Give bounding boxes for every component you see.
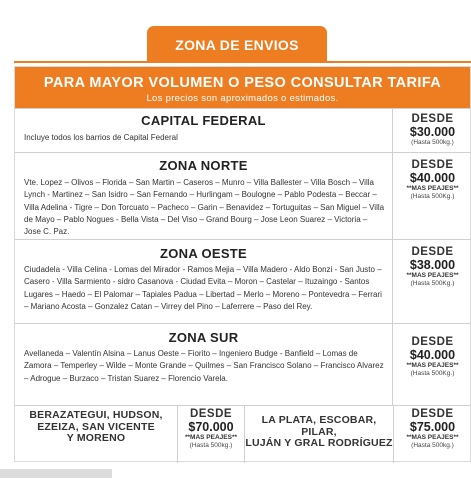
zone-name-line: BERAZATEGUI, HUDSON, xyxy=(29,409,163,421)
zone-price xyxy=(394,240,471,323)
peajes-note: **MAS PEAJES** xyxy=(406,434,459,441)
zone-oeste xyxy=(15,239,470,323)
zone-info xyxy=(15,240,393,323)
desde-label: DESDE xyxy=(411,246,454,258)
zone-laplata-price xyxy=(394,406,471,463)
desde-label: DESDE xyxy=(189,408,233,420)
weight-limit: (Hasta 500Kg.) xyxy=(410,370,455,377)
desde-label: DESDE xyxy=(411,113,454,125)
zone-berazategui-price xyxy=(178,406,245,463)
zone-info xyxy=(15,109,393,152)
zone-price xyxy=(394,109,471,152)
zone-price xyxy=(394,324,471,405)
desde-label: DESDE xyxy=(411,159,454,171)
zone-norte xyxy=(15,152,470,239)
price-amount: $70.000 xyxy=(188,420,234,434)
peajes-note: **MAS PEAJES** xyxy=(406,272,459,279)
zone-price xyxy=(394,153,471,239)
zone-berazategui-name xyxy=(15,406,178,463)
zone-description: Ciudadela - Villa Celina - Lomas del Mirador - Ramos Mejia – Villa Madero - Aldo Bonzi - San Justo – Casero - Villa Sarmiento - sidro Casanova - Ciudad Evita – Moron – Castelar – Ituzaingo - Santos Lugares – Haedo – El Palomar – Tapiales Padua – Libertad – Merlo – Moreno – Pontevedra – Ferrari – Mariano Acosta – Gonzalez Catan – Virrey del Pino – Laferrere – Paso del Rey. xyxy=(24,265,382,311)
zone-title: ZONA OESTE xyxy=(159,246,248,261)
zone-title: ZONA NORTE xyxy=(159,158,248,173)
peajes-note: **MAS PEAJES** xyxy=(406,362,459,369)
zona-envios-tab: ZONA DE ENVIOS xyxy=(147,26,327,62)
zone-title: CAPITAL FEDERAL xyxy=(141,113,266,128)
price-amount: $40.000 xyxy=(409,348,456,362)
zone-info xyxy=(15,324,393,405)
weight-limit: (Hasta 500Kg.) xyxy=(410,193,455,200)
zone-description: Vte. Lopez – Olivos – Florida – San Martin – Caseros – Munro – Villa Ballester – Villa Bosch – Villa Lynch - Martinez – San Isidro – San Fernando – Hurlingam – Boulogne – Pablo Podesta – Beccar – Villa Adelina - Tigre – Don Torcuato – Pacheco – Garin – Benavidez – Tortuguitas – San Miguel – Villa de Mayo – Pablo Nogues - Bella Vista – Del Viso – Grand Bourg – Jose Leon Suarez – Victoria – Jose C. Paz. xyxy=(24,178,385,237)
price-amount: $30.000 xyxy=(409,125,456,139)
zone-title: ZONA SUR xyxy=(168,330,239,345)
zone-name-line: EZEIZA, SAN VICENTE xyxy=(37,420,155,433)
zone-name-line: LA PLATA, ESCOBAR, PILAR, xyxy=(261,414,377,438)
zone-laplata-name xyxy=(245,406,394,463)
weight-limit: (Hasta 500kg.) xyxy=(411,442,454,449)
weight-limit: (Hasta 500kg.) xyxy=(189,442,233,449)
zone-name-line: Y MORENO xyxy=(66,432,126,444)
zone-name-line: LUJÁN Y GRAL RODRÍGUEZ xyxy=(245,437,393,449)
desde-label: DESDE xyxy=(411,336,454,348)
zone-sur xyxy=(15,323,470,405)
weight-limit: (Hasta 500kg.) xyxy=(411,139,454,146)
zone-capital-federal xyxy=(15,108,470,152)
desde-label: DESDE xyxy=(411,408,454,420)
horizontal-scrollbar[interactable] xyxy=(0,469,112,478)
price-amount: $40.000 xyxy=(409,171,456,185)
banner-title: PARA MAYOR VOLUMEN O PESO CONSULTAR TARIFA xyxy=(43,75,442,91)
peajes-note: **MAS PEAJES** xyxy=(406,185,459,192)
zone-info xyxy=(15,153,393,239)
zone-description: Avellaneda – Valentín Alsina – Lanus Oeste – Fiorito – Ingeniero Budge - Banfield – Lomas de Zamora – Temperley – Wilde – Monte Grande – Quilmes – San Francisco Solano – Francisco Alvarez – Adrogue – Burzaco – Tristan Suarez – Florencio Varela. xyxy=(24,349,384,383)
zone-description: Incluye todos los barrios de Capital Federal xyxy=(24,133,178,142)
info-banner xyxy=(15,67,470,108)
weight-limit: (Hasta 500Kg.) xyxy=(410,280,455,287)
header-divider xyxy=(14,61,471,63)
price-amount: $75.000 xyxy=(409,420,456,434)
price-amount: $38.000 xyxy=(409,258,456,272)
peajes-note: **MAS PEAJES** xyxy=(184,434,238,441)
extra-zones-row xyxy=(15,405,470,463)
banner-subtitle: Los precios son aproximados o estimados. xyxy=(146,93,339,104)
pricing-panel xyxy=(14,66,471,462)
